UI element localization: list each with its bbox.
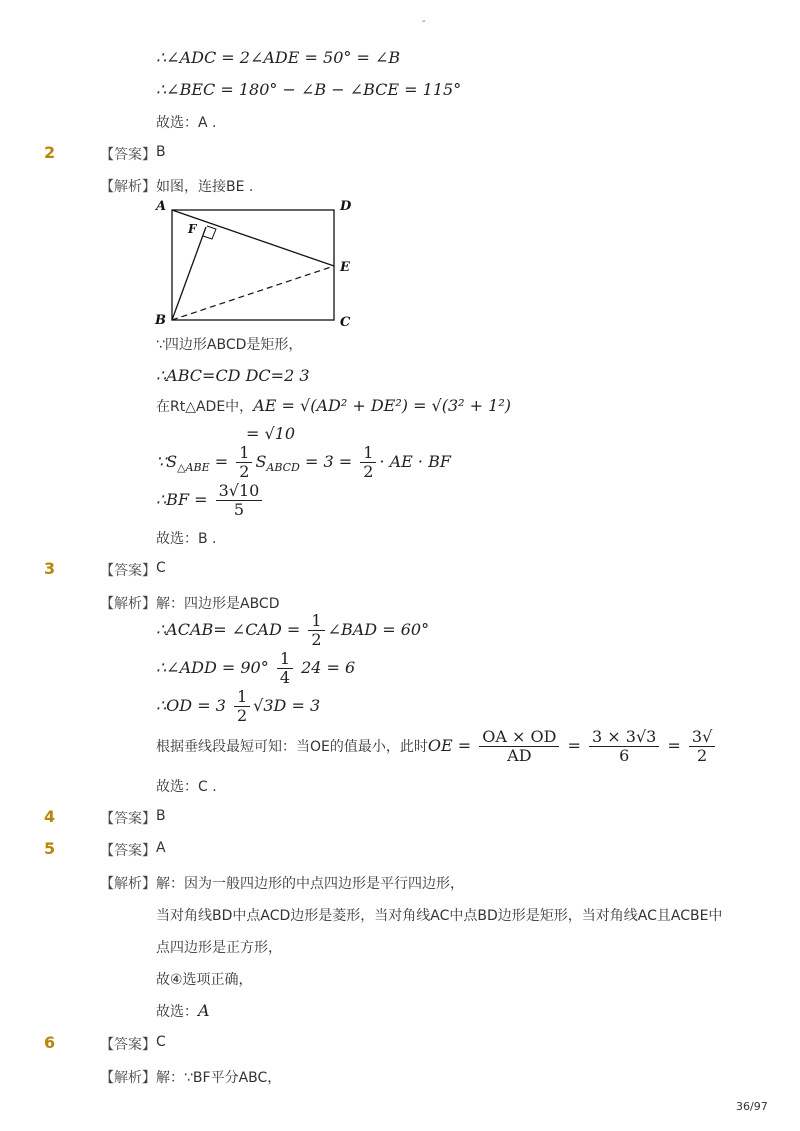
q3-line-5 (156, 728, 718, 765)
frac-num: 1 (308, 612, 324, 631)
q3-l5-eq: = (562, 736, 587, 755)
frac-den: 2 (363, 462, 374, 481)
question-number: 5 (44, 839, 56, 858)
q3-l5-frac2 (589, 728, 659, 765)
q2-l5-eq2: = 3 = (299, 452, 358, 471)
q3-line-4 (156, 688, 320, 725)
analysis-tag: 【解析】 (100, 876, 156, 892)
answer-value: B (156, 144, 166, 160)
q2-l5-pre: ∵S (156, 452, 178, 471)
question-number: 2 (44, 143, 56, 162)
right-angle-mark (203, 226, 216, 239)
frac-num: OA × OD (479, 728, 559, 747)
segment-bf (172, 227, 206, 320)
answer-tag: 【答案】 (100, 147, 156, 163)
q2-line-5 (156, 444, 451, 481)
analysis-tag: 【解析】 (100, 1070, 156, 1086)
q3-l3-frac (277, 650, 293, 687)
frac-den: 4 (279, 668, 291, 687)
frac-den: 2 (697, 746, 708, 765)
q3-l2-pre: ∴ACAB= ∠CAD = (156, 620, 306, 639)
intro-line-1: ∴∠ADC = 2∠ADE = 50° = ∠B (156, 48, 401, 67)
q2-line-3 (156, 396, 511, 416)
q3-l3-pre: ∴∠ADD = 90° (156, 658, 274, 677)
q5-line-4: 故④选项正确， (156, 972, 253, 988)
answer-value: B (156, 808, 166, 824)
q3-l5-text: 根据垂线段最短可知：当OE的值最小，此时 (156, 739, 428, 755)
frac-den: 2 (239, 462, 250, 481)
page-number: 36/97 (736, 1100, 768, 1113)
answer-tag: 【答案】 (100, 563, 156, 579)
q3-l4-tail: √3D = 3 (253, 696, 321, 715)
q3-l4-frac (234, 688, 250, 725)
q2-line-3-math: AE = √(AD² + DE²) = √(3² + 1²) (253, 396, 511, 415)
q3-l2-tail: ∠BAD = 60° (327, 620, 430, 639)
q2-l6-frac (216, 482, 263, 519)
q3-l5-math: OE = (427, 736, 477, 755)
frac-den: 5 (233, 500, 245, 519)
q2-l5-mid: S (255, 452, 267, 471)
q3-l5-eq2: = (662, 736, 686, 755)
q2-line-4: = √10 (246, 424, 296, 443)
analysis-intro: 如图，连接BE . (156, 179, 254, 195)
answer-tag: 【答案】 (100, 811, 156, 827)
rectangle-figure (150, 196, 370, 332)
q3-l5-frac3 (689, 728, 715, 765)
frac-num: 1 (236, 444, 252, 463)
q2-l5-tail: · AE · BF (379, 452, 451, 471)
answer-tag: 【答案】 (100, 843, 156, 859)
question-number: 4 (44, 807, 56, 826)
q6-line-1: 解：∵BF平分ABC， (156, 1070, 282, 1086)
answer-value: A (156, 840, 166, 856)
frac-num: 1 (360, 444, 376, 463)
q5-l5-text: 故选： (156, 1004, 198, 1020)
label-e: E (340, 260, 350, 275)
q2-l6-pre: ∴BF = (156, 490, 213, 509)
q2-l5-sub2: ABCD (266, 461, 300, 475)
question-number: 6 (44, 1033, 56, 1052)
intro-line-2: ∴∠BEC = 180° − ∠B − ∠BCE = 115° (156, 80, 462, 99)
q2-l5-frac (236, 444, 252, 481)
label-c: C (340, 315, 351, 330)
frac-den: 6 (619, 746, 630, 765)
label-a: A (156, 199, 167, 214)
q3-line-6: 故选：C . (156, 779, 217, 795)
analysis-tag: 【解析】 (100, 179, 156, 195)
dashed-be (172, 266, 334, 320)
frac-num: 3 × 3√3 (589, 728, 659, 747)
frac-num: 3√ (689, 728, 715, 747)
frac-num: 1 (234, 688, 250, 707)
q3-line-1: 解：四边形是ABCD (156, 596, 280, 612)
answer-value: C (156, 1034, 166, 1050)
q3-l3-tail: 24 = 6 (296, 658, 356, 677)
q2-l5-frac2 (360, 444, 376, 481)
q2-l5-eq: = (209, 452, 234, 471)
q2-line-1: ∵四边形ABCD是矩形， (156, 337, 303, 353)
q2-line-2: ∴ABC=CD DC=2 3 (156, 366, 310, 385)
q2-l5-sub: △ABE (177, 461, 210, 475)
frac-den: 2 (311, 630, 322, 649)
analysis-tag: 【解析】 (100, 596, 156, 612)
q3-line-3 (156, 650, 355, 687)
label-f: F (188, 222, 197, 236)
q3-l4-pre: ∴OD = 3 (156, 696, 231, 715)
q5-l5-math: A (198, 1001, 210, 1020)
q3-line-2 (156, 612, 429, 649)
answer-tag: 【答案】 (100, 1037, 156, 1053)
answer-value: C (156, 560, 166, 576)
q3-l5-frac1 (479, 728, 559, 765)
q2-line-7: 故选：B . (156, 531, 217, 547)
frac-num: 1 (277, 650, 293, 669)
q5-line-5 (156, 1001, 210, 1021)
q5-line-3: 点四边形是正方形， (156, 940, 282, 956)
frac-den: 2 (236, 706, 248, 725)
frac-den: AD (507, 746, 532, 765)
q3-l2-frac (308, 612, 324, 649)
q2-line-3-text: 在Rt△ADE中， (156, 399, 254, 415)
segment-ae (172, 210, 334, 266)
q2-line-6 (156, 482, 265, 519)
q5-line-1: 解：因为一般四边形的中点四边形是平行四边形， (156, 876, 464, 892)
header-mark: - (422, 16, 426, 27)
label-d: D (340, 199, 352, 214)
intro-line-3: 故选：A . (156, 115, 217, 131)
q5-line-2: 当对角线BD中点ACD边形是菱形，当对角线AC中点BD边形是矩形，当对角线AC且ACBE中 (156, 908, 723, 924)
question-number: 3 (44, 559, 56, 578)
label-b: B (155, 313, 166, 328)
frac-num: 3√10 (216, 482, 263, 501)
